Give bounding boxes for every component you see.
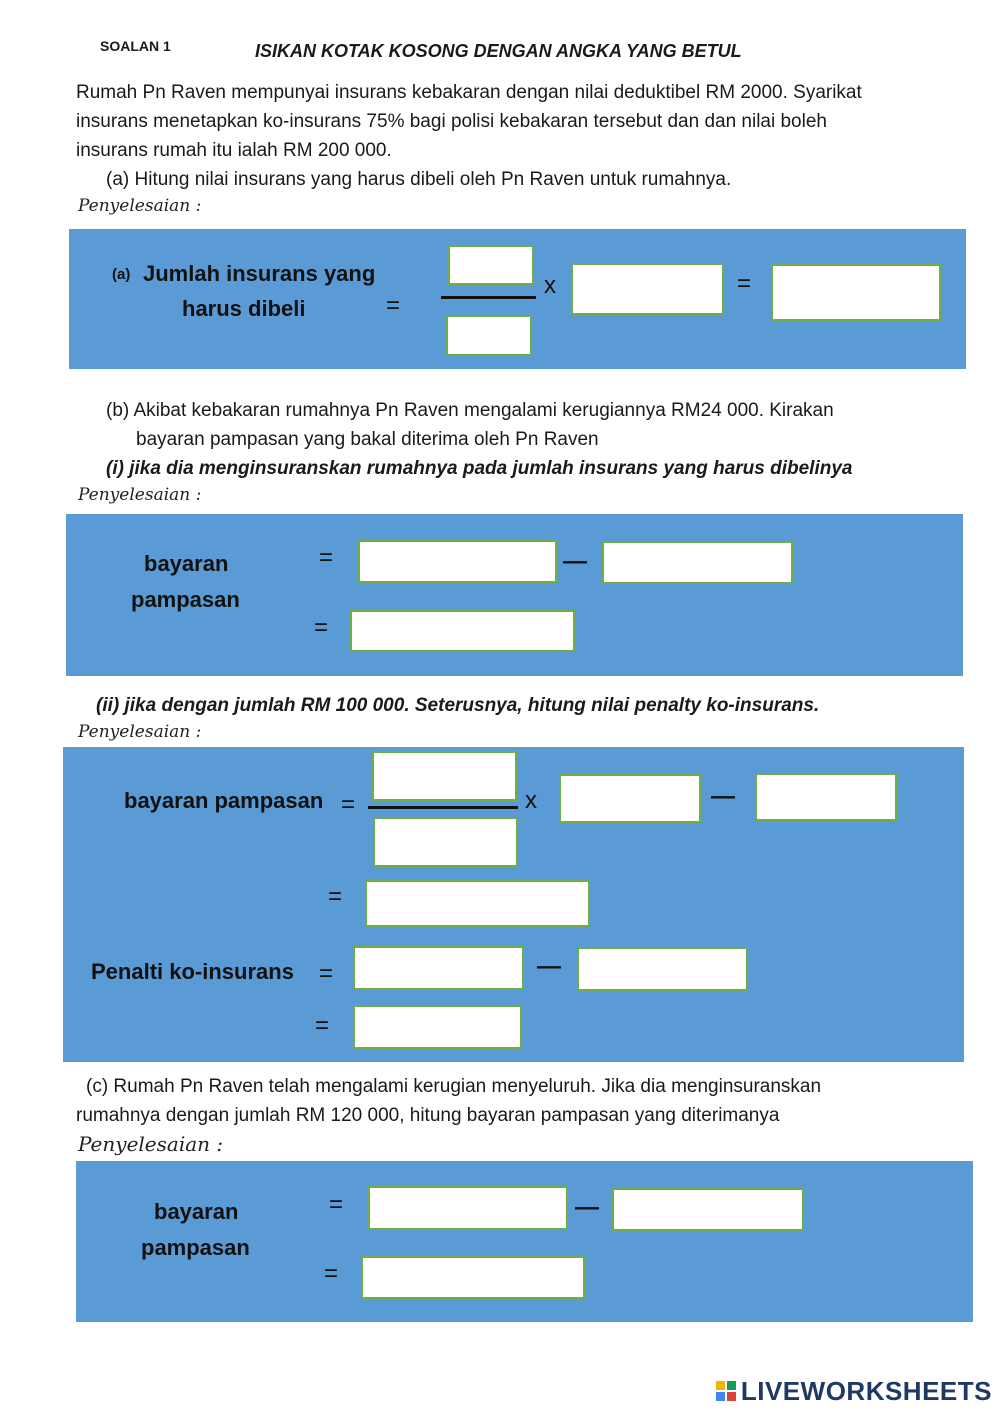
part-b-ii-result-input[interactable] — [365, 880, 590, 927]
part-b-ii-minus: — — [711, 783, 735, 810]
part-c-solution-label: Penyelesaian : — [78, 1132, 224, 1156]
penalty-equals: = — [319, 960, 334, 987]
part-b-i-equals: = — [319, 544, 334, 571]
part-a-numerator-input[interactable] — [448, 245, 534, 285]
part-a-solution-label: Penyelesaian : — [78, 196, 202, 216]
part-b-sub-ii: (ii) jika dengan jumlah RM 100 000. Seterusnya, hitung nilai penalty ko-insurans. — [96, 695, 820, 716]
intro-line-2: insurans menetapkan ko-insurans 75% bagi polisi kebakaran tersebut dan dan nilai boleh — [76, 111, 827, 132]
part-c-question-line2: rumahnya dengan jumlah RM 120 000, hitung bayaran pampasan yang diterimanya — [76, 1105, 780, 1126]
part-b-ii-fraction-bar — [368, 806, 518, 809]
penalty-equals-2: = — [315, 1012, 330, 1039]
part-b-i-minus: — — [563, 548, 587, 575]
part-a-fraction-bar — [441, 296, 536, 299]
penalty-second-input[interactable] — [577, 947, 748, 991]
part-c-minus: — — [575, 1194, 599, 1221]
penalty-first-input[interactable] — [353, 946, 524, 990]
penalty-label: Penalti ko-insurans — [91, 959, 294, 984]
part-a-denominator-input[interactable] — [446, 315, 532, 356]
part-b-ii-panel — [63, 747, 964, 1062]
question-number: SOALAN 1 — [100, 38, 171, 54]
penalty-result-input[interactable] — [353, 1005, 522, 1049]
part-a-panel — [69, 229, 966, 369]
part-a-equals-2: = — [737, 270, 752, 297]
part-b-ii-deductible-input[interactable] — [755, 773, 897, 821]
part-c-panel — [76, 1161, 973, 1322]
part-b-i-equals-2: = — [314, 614, 329, 641]
part-a-label-line1: Jumlah insurans yang — [143, 261, 376, 286]
part-b-ii-loss-input[interactable] — [559, 774, 701, 823]
part-c-first-input[interactable] — [368, 1186, 568, 1230]
penalty-minus: — — [537, 953, 561, 980]
part-b-i-label-line1: bayaran — [144, 551, 229, 576]
part-c-result-input[interactable] — [361, 1256, 585, 1299]
part-a-times: x — [544, 272, 556, 299]
part-b-question-line1: (b) Akibat kebakaran rumahnya Pn Raven mengalami kerugiannya RM24 000. Kirakan — [106, 400, 834, 421]
part-b-i-deductible-input[interactable] — [602, 541, 793, 584]
part-a-tag: (a) — [112, 266, 131, 283]
part-a-question: (a) Hitung nilai insurans yang harus dibeli oleh Pn Raven untuk rumahnya. — [106, 169, 732, 190]
part-c-label-line2: pampasan — [141, 1235, 250, 1260]
part-c-question-line1: (c) Rumah Pn Raven telah mengalami kerugian menyeluruh. Jika dia menginsuranskan — [86, 1076, 822, 1097]
intro-line-3: insurans rumah itu ialah RM 200 000. — [76, 140, 392, 161]
liveworksheets-logo[interactable] — [716, 1376, 992, 1407]
part-b-ii-times: x — [525, 787, 537, 814]
part-a-equals: = — [386, 292, 401, 319]
part-a-multiplier-input[interactable] — [571, 263, 724, 315]
instruction-heading: ISIKAN KOTAK KOSONG DENGAN ANGKA YANG BETUL — [255, 41, 742, 61]
liveworksheets-logo-icon — [716, 1381, 738, 1403]
part-c-label-line1: bayaran — [154, 1199, 239, 1224]
part-b-i-result-input[interactable] — [350, 610, 575, 652]
part-b-ii-label: bayaran pampasan — [124, 788, 324, 813]
part-a-result-input[interactable] — [771, 264, 941, 321]
part-b-i-loss-input[interactable] — [358, 540, 557, 583]
part-b-ii-equals-2: = — [328, 883, 343, 910]
part-b-ii-equals: = — [341, 791, 356, 818]
part-b-question-line2: bayaran pampasan yang bakal diterima oleh Pn Raven — [136, 429, 599, 450]
part-c-second-input[interactable] — [612, 1188, 804, 1231]
liveworksheets-brand: LIVEWORKSHEETS — [740, 1376, 992, 1406]
intro-line-1: Rumah Pn Raven mempunyai insurans kebakaran dengan nilai deduktibel RM 2000. Syarikat — [76, 82, 862, 103]
part-b-sub-i: (i) jika dia menginsuranskan rumahnya pada jumlah insurans yang harus dibelinya — [106, 458, 853, 479]
part-b-ii-numerator-input[interactable] — [372, 751, 517, 801]
part-b-i-label-line2: pampasan — [131, 587, 240, 612]
part-b-i-solution-label: Penyelesaian : — [78, 485, 202, 505]
part-b-i-panel — [66, 514, 963, 676]
part-b-ii-solution-label: Penyelesaian : — [78, 722, 202, 742]
part-c-equals: = — [329, 1191, 344, 1218]
part-a-label-line2: harus dibeli — [182, 296, 306, 321]
part-c-equals-2: = — [324, 1260, 339, 1287]
part-b-ii-denominator-input[interactable] — [373, 817, 518, 867]
